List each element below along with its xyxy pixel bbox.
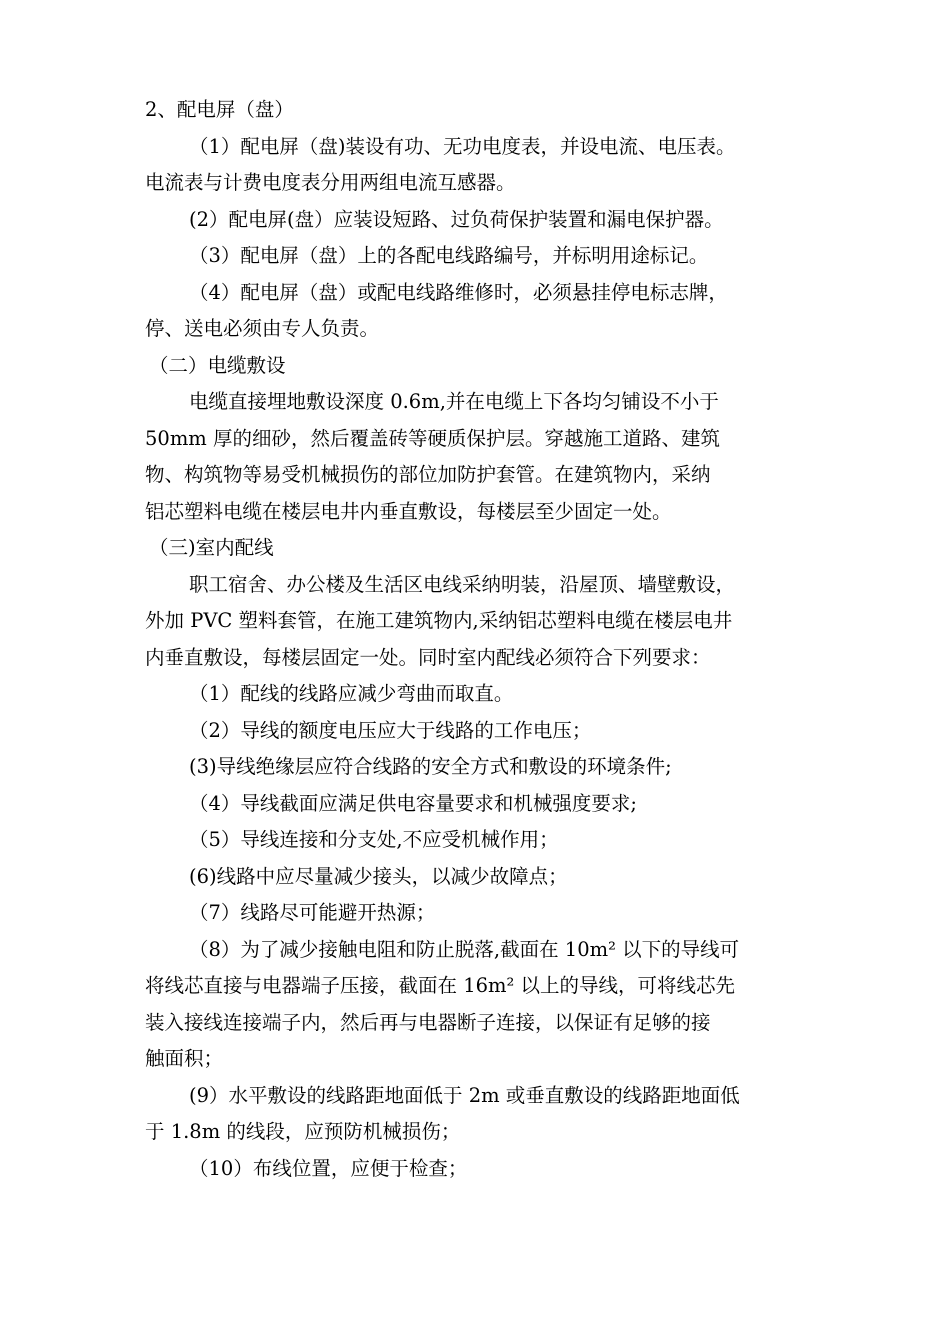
list-item: (3)导线绝缘层应符合线路的安全方式和敷设的环境条件; bbox=[189, 755, 672, 778]
paragraph-line: 外加 PVC 塑料套管，在施工建筑物内,采纳铝芯塑料电缆在楼层电井 bbox=[145, 609, 733, 632]
paragraph-line: 职工宿舍、办公楼及生活区电线采纳明装，沿屋顶、墙壁敷设， bbox=[189, 572, 736, 596]
paragraph-line: 铝芯塑料电缆在楼层电井内垂直敷设，每楼层至少固定一处。 bbox=[145, 499, 672, 523]
paragraph-line: （4）配电屏（盘）或配电线路维修时，必须悬挂停电标志牌， bbox=[189, 280, 728, 304]
paragraph-line: 于 1.8m 的线段，应预防机械损伤； bbox=[145, 1120, 461, 1143]
section-heading-switchboard: 2、配电屏（盘） bbox=[145, 98, 294, 121]
paragraph-line: （3）配电屏（盘）上的各配电线路编号，并标明用途标记。 bbox=[189, 244, 709, 267]
list-item: （4）导线截面应满足供电容量要求和机械强度要求; bbox=[189, 791, 637, 815]
list-item: （5）导线连接和分支处,不应受机械作用； bbox=[189, 828, 559, 851]
paragraph-line: 停、送电必须由专人负责。 bbox=[145, 317, 380, 340]
paragraph-line: 电流表与计费电度表分用两组电流互感器。 bbox=[145, 171, 516, 194]
paragraph-line: 电缆直接埋地敷设深度 0.6m,并在电缆上下各均匀铺设不小于 bbox=[189, 390, 719, 413]
list-item: （2）导线的额度电压应大于线路的工作电压； bbox=[189, 718, 592, 742]
list-item: (9）水平敷设的线路距地面低于 2m 或垂直敷设的线路距地面低 bbox=[189, 1083, 740, 1107]
list-item: （1）配线的线路应减少弯曲而取直。 bbox=[189, 682, 514, 705]
section-heading-indoor-wiring: （三)室内配线 bbox=[149, 536, 274, 559]
list-item: （10）布线位置，应便于检查； bbox=[189, 1156, 468, 1180]
paragraph-line: （1）配电屏（盘)装设有功、无功电度表，并设电流、电压表。 bbox=[189, 134, 736, 158]
list-item: （8）为了减少接触电阻和防止脱落,截面在 10m² 以下的导线可 bbox=[189, 937, 740, 961]
paragraph-line: 内垂直敷设，每楼层固定一处。同时室内配线必须符合下列要求： bbox=[145, 645, 711, 669]
document-body bbox=[145, 92, 825, 1187]
paragraph-line: 50mm 厚的细砂，然后覆盖砖等硬质保护层。穿越施工道路、建筑 bbox=[145, 426, 720, 450]
list-item: （7）线路尽可能避开热源； bbox=[189, 901, 436, 924]
paragraph-line: (2）配电屏(盘）应装设短路、过负荷保护装置和漏电保护器。 bbox=[189, 207, 724, 231]
paragraph-line: 装入接线连接端子内，然后再与电器断子连接，以保证有足够的接 bbox=[145, 1010, 711, 1034]
list-item: (6)线路中应尽量减少接头，以减少故障点； bbox=[189, 864, 568, 888]
section-heading-cable-laying: （二）电缆敷设 bbox=[149, 353, 286, 377]
paragraph-line: 将线芯直接与电器端子压接，截面在 16m² 以上的导线，可将线芯先 bbox=[145, 974, 736, 997]
paragraph-line: 物、构筑物等易受机械损伤的部位加防护套管。在建筑物内，采纳 bbox=[145, 463, 711, 486]
paragraph-line: 触面积； bbox=[145, 1047, 224, 1070]
